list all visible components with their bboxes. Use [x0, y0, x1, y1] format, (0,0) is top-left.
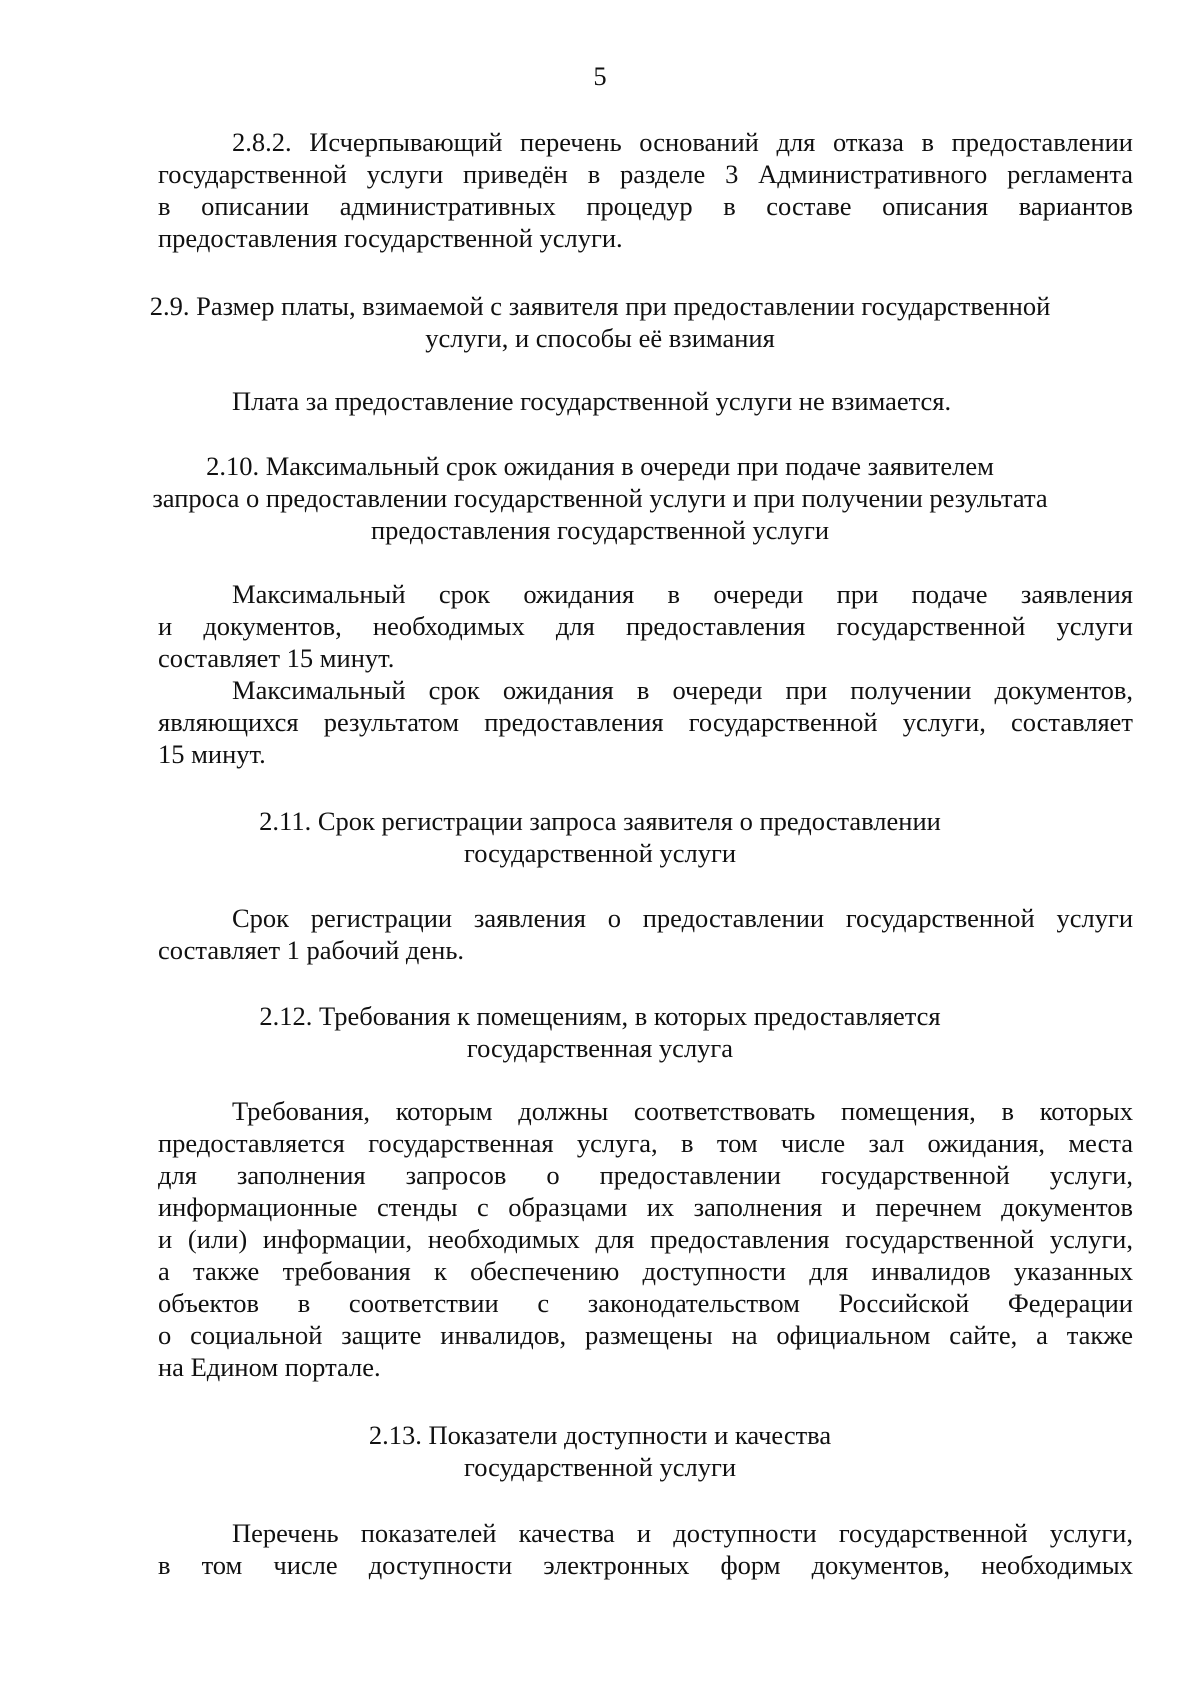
- paragraph-line: составляет 1 рабочий день.: [158, 935, 465, 965]
- section-heading: предоставления государственной услуги: [370, 515, 830, 545]
- paragraph-line: и (или) информации, необходимых для предоставления государственной услуги,: [158, 1224, 1133, 1254]
- paragraph-line: предоставления государственной услуги.: [158, 223, 623, 253]
- paragraph-line: предоставляется государственная услуга, в том числе зал ожидания, места: [158, 1128, 1133, 1158]
- paragraph-line: в описании административных процедур в составе описания вариантов: [158, 191, 1133, 221]
- section-heading: 2.12. Требования к помещениям, в которых предоставляется: [259, 1001, 941, 1031]
- paragraph-line: Срок регистрации заявления о предоставлении государственной услуги: [232, 903, 1133, 933]
- paragraph-line: составляет 15 минут.: [158, 643, 395, 673]
- section-heading: государственной услуги: [463, 1452, 737, 1482]
- paragraph-line: 2.8.2. Исчерпывающий перечень оснований для отказа в предоставлении: [232, 127, 1133, 157]
- paragraph-line: и документов, необходимых для предоставления государственной услуги: [158, 611, 1133, 641]
- section-heading: 2.13. Показатели доступности и качества: [368, 1420, 832, 1450]
- paragraph-line: о социальной защите инвалидов, размещены на официальном сайте, а также: [158, 1320, 1133, 1350]
- paragraph-line: для заполнения запросов о предоставлении государственной услуги,: [158, 1160, 1133, 1190]
- section-heading: 2.10. Максимальный срок ожидания в очереди при подаче заявителем: [206, 451, 994, 481]
- paragraph-line: государственной услуги приведён в разделе 3 Административного регламента: [158, 159, 1133, 189]
- paragraph-line: Плата за предоставление государственной услуги не взимается.: [232, 386, 952, 416]
- paragraph-line: Перечень показателей качества и доступности государственной услуги,: [232, 1518, 1133, 1548]
- paragraph-line: 15 минут.: [158, 739, 266, 769]
- page-number: 5: [593, 61, 607, 91]
- paragraph-line: являющихся результатом предоставления государственной услуги, составляет: [158, 707, 1133, 737]
- paragraph-line: в том числе доступности электронных форм документов, необходимых: [158, 1550, 1133, 1580]
- paragraph-line: на Едином портале.: [158, 1352, 381, 1382]
- paragraph-line: Максимальный срок ожидания в очереди при получении документов,: [232, 675, 1133, 705]
- paragraph-line: Максимальный срок ожидания в очереди при подаче заявления: [232, 579, 1133, 609]
- section-heading: 2.11. Срок регистрации запроса заявителя о предоставлении: [259, 806, 941, 836]
- section-heading: государственная услуга: [466, 1033, 734, 1063]
- section-heading: услуги, и способы её взимания: [425, 323, 775, 353]
- paragraph-line: а также требования к обеспечению доступности для инвалидов указанных: [158, 1256, 1133, 1286]
- section-heading: государственной услуги: [463, 838, 737, 868]
- section-heading: 2.9. Размер платы, взимаемой с заявителя при предоставлении государственной: [149, 291, 1051, 321]
- paragraph-line: объектов в соответствии с законодательством Российской Федерации: [158, 1288, 1133, 1318]
- section-heading: запроса о предоставлении государственной услуги и при получении результата: [152, 483, 1048, 513]
- paragraph-line: информационные стенды с образцами их заполнения и перечнем документов: [158, 1192, 1133, 1222]
- paragraph-line: Требования, которым должны соответствовать помещения, в которых: [232, 1096, 1133, 1126]
